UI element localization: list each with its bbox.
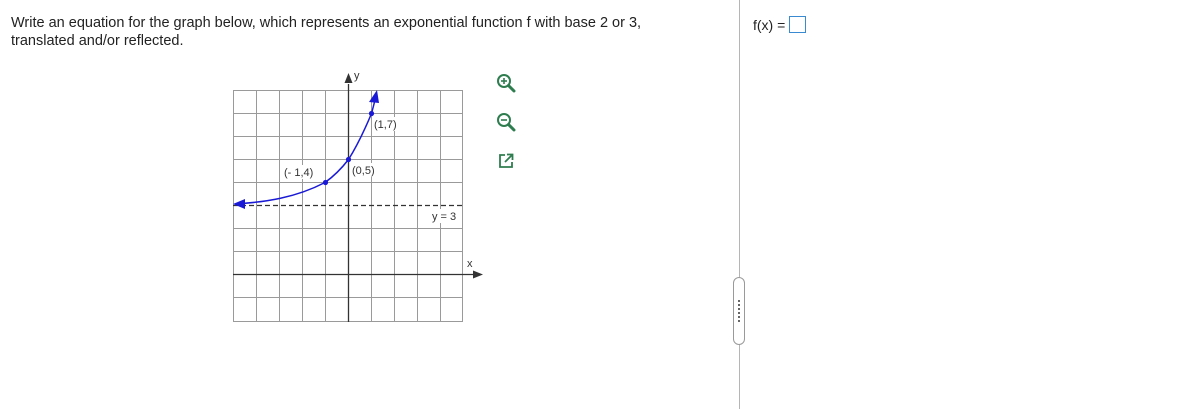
zoom-in-button[interactable]	[493, 70, 519, 96]
asymptote-label: y = 3	[432, 211, 457, 223]
point-neg1-4	[323, 180, 328, 185]
panel-splitter-handle[interactable]	[733, 277, 745, 345]
curve-top-arrow	[369, 90, 379, 103]
zoom-out-icon	[496, 112, 516, 132]
exponential-curve	[239, 100, 375, 204]
point-1-7	[369, 111, 374, 116]
zoom-out-button[interactable]	[493, 109, 519, 135]
x-axis-label: x	[467, 258, 473, 270]
question-line-2: translated and/or reflected.	[11, 33, 184, 49]
label-point-1-7: (1,7)	[374, 119, 397, 131]
question-line-1: Write an equation for the graph below, which represents an exponential function f with base 2 or 3,	[11, 15, 642, 31]
x-axis-arrow	[473, 271, 483, 279]
y-axis-label: y	[354, 70, 360, 82]
answer-area	[753, 16, 806, 33]
popout-button[interactable]	[493, 148, 519, 174]
popout-icon	[496, 151, 516, 171]
graph	[225, 64, 485, 334]
answer-prefix: f(x) =	[753, 16, 786, 33]
y-axis-arrow	[345, 73, 353, 83]
label-point-neg1-4: (- 1,4)	[284, 167, 314, 179]
answer-input-box[interactable]	[789, 16, 806, 33]
zoom-in-icon	[496, 73, 516, 93]
graph-svg	[225, 64, 485, 334]
curve-left-arrow	[233, 199, 245, 209]
label-point-0-5: (0,5)	[352, 165, 375, 177]
question-text	[11, 14, 711, 50]
point-0-5	[346, 157, 351, 162]
panel-divider	[739, 0, 740, 409]
